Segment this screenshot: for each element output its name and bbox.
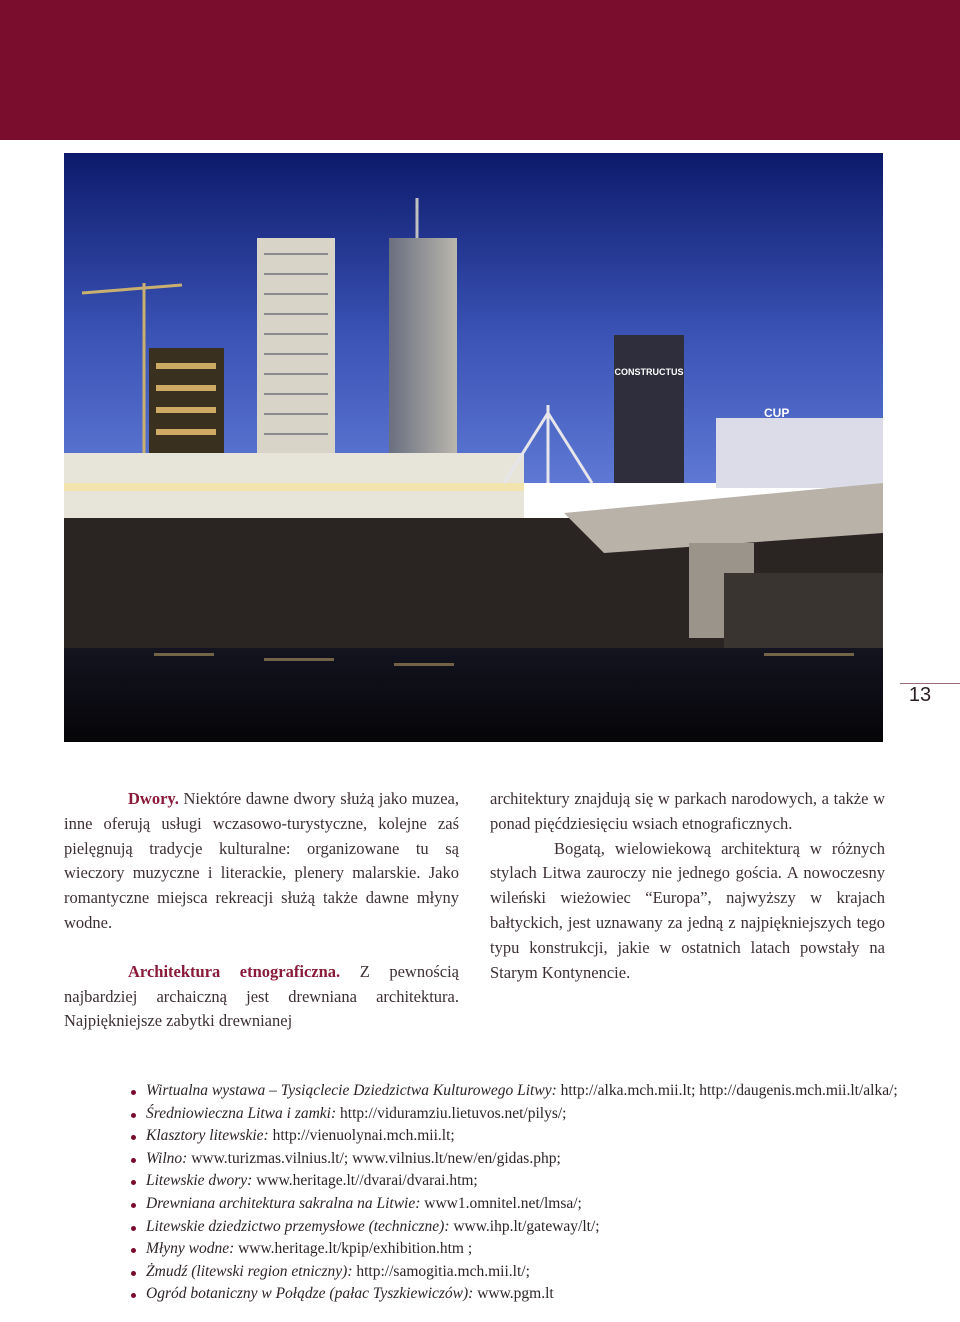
page-number: 13 [908,684,932,706]
paragraph-dwory [64,787,459,936]
list-item [128,1193,928,1216]
photo-vilnius-skyline-night [64,153,883,742]
link-label: Średniowieczna Litwa i zamki: [146,1104,337,1122]
bullet-icon [131,1226,136,1231]
list-item [128,1261,928,1284]
building-constructus [614,335,684,483]
link-url[interactable]: www.heritage.lt/kpip/exhibition.htm ; [234,1240,473,1258]
bullet-icon [131,1248,136,1253]
link-label: Młyny wodne: [146,1240,235,1258]
text-column-right [490,787,885,985]
link-url[interactable]: http://samogitia.mch.mii.lt/; [352,1262,530,1280]
heading-architektura: Architektura etnograficzna. [128,961,341,981]
paragraph-europa: Bogatą, wielowiekową architekturą w różnych stylach Litwa zauroczy nie jednego gościa. A nowoczesny wileński wieżowiec “Europa”, najwyższy w krajach bałtyckich, jest uznawany za jedną z najpiękniejszych tego typu konstrukcji, jakie w ostatnich latach powstały na Starym Kontynencie. [490,838,885,982]
link-label: Klasztory litewskie: [146,1127,269,1145]
paragraph-architektura-text: Z pewnością najbardziej archaiczną jest drewniana architektura. Najpiękniejsze zabytki drewnianej [64,961,459,1031]
list-item [128,1125,928,1148]
link-label: Wilno: [146,1149,188,1167]
links-list [128,1080,928,1306]
bullet-icon [131,1271,136,1276]
list-item [128,1170,928,1193]
link-url[interactable]: www.pgm.lt [473,1285,554,1303]
link-label: Litewskie dwory: [146,1172,253,1190]
list-item [128,1283,928,1306]
link-url[interactable]: http://viduramziu.lietuvos.net/pilys/; [336,1104,567,1122]
building-cup [716,418,883,488]
heading-dwory: Dwory. [128,789,179,808]
paragraph-continued: architektury znajdują się w parkach narodowych, a także w ponad pięćdziesięciu wsiach etnograficznych. [490,789,885,833]
link-label: Drewniana architektura sakralna na Litwie: [146,1194,421,1212]
list-item [128,1238,928,1261]
top-color-band [0,0,960,140]
link-url[interactable]: http://vienuolynai.mch.mii.lt; [268,1127,455,1145]
link-label: Ogród botaniczny w Połądze (pałac Tyszkiewiczów): [146,1285,474,1303]
bullet-icon [131,1203,136,1208]
link-label: Żmudź (litewski region etniczny): [146,1262,353,1280]
bullet-icon [131,1293,136,1298]
paragraph-architektura [64,960,459,1034]
list-item [128,1148,928,1171]
building-europa-tower [389,238,457,478]
text-column-left [64,787,459,1034]
bullet-icon [131,1135,136,1140]
link-label: Wirtualna wystawa – Tysiąclecie Dziedzictwa Kulturowego Litwy: [146,1082,557,1099]
paragraph-dwory-text: Niektóre dawne dwory służą jako muzea, inne oferują usługi wczasowo-turystyczne, kolejne zaś pielęgnują tradycje kulturalne: organizowane tu są wieczory muzyczne i literackie, plenery malarskie. Jako romantyczne miejsca rekreacji służą także dawne młyny wodne. [64,789,459,932]
list-item [128,1080,928,1103]
bullet-icon [131,1158,136,1163]
link-url[interactable]: http://alka.mch.mii.lt; http://daugenis.mch.mii.lt/alka/; [556,1082,898,1099]
link-label: Litewskie dziedzictwo przemysłowe (techniczne): [146,1217,450,1235]
bullet-icon [131,1090,136,1095]
link-url[interactable]: www.heritage.lt//dvarai/dvarai.htm; [252,1172,478,1190]
bullet-icon [131,1180,136,1185]
sign-cup: CUP [764,406,790,420]
link-url[interactable]: www.ihp.lt/gateway/lt/; [449,1217,600,1235]
list-item [128,1103,928,1126]
link-url[interactable]: www.turizmas.vilnius.lt/; www.vilnius.lt/new/en/gidas.php; [187,1149,561,1167]
bullet-icon [131,1113,136,1118]
sign-constructus: CONSTRUCTUS [614,367,684,377]
list-item [128,1216,928,1239]
river-water [64,648,883,742]
link-url[interactable]: www1.omnitel.net/lmsa/; [420,1194,582,1212]
